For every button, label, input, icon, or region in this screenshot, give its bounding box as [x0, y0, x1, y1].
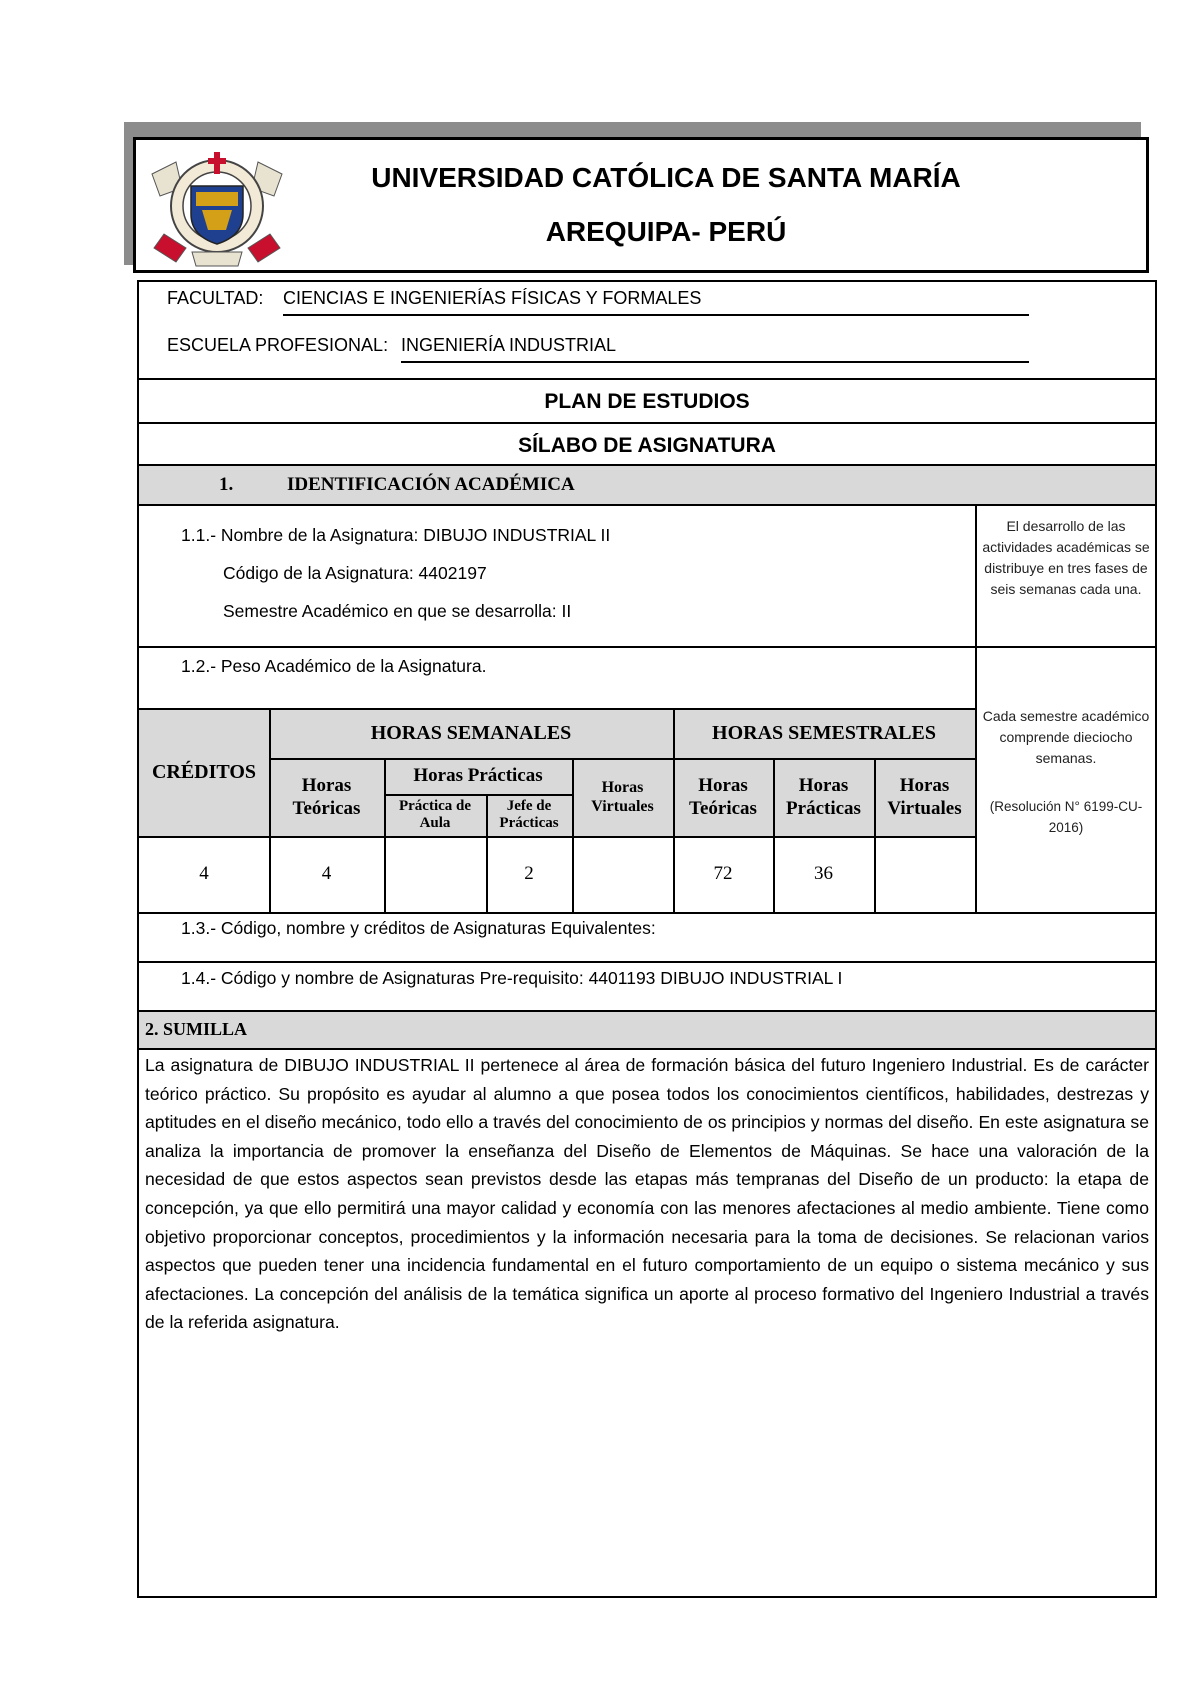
academic-weight-title: 1.2.- Peso Académico de la Asignatura.: [181, 656, 487, 676]
section2-title: 2. SUMILLA: [145, 1019, 248, 1039]
divider: [139, 912, 1155, 914]
subject-semester: Semestre Académico en que se desarrolla: II: [223, 601, 572, 621]
creditos-value: 4: [199, 863, 209, 884]
semester-hours-header: HORAS SEMESTRALES: [712, 721, 936, 744]
university-crest-icon: [146, 144, 288, 272]
university-name: UNIVERSIDAD CATÓLICA DE SANTA MARÍA: [371, 162, 961, 193]
section1-title: IDENTIFICACIÓN ACADÉMICA: [287, 474, 575, 495]
escuela-label: ESCUELA PROFESIONAL:: [167, 335, 389, 355]
semester-theory-value: 72: [713, 863, 733, 884]
semester-practice-value: 36: [814, 863, 833, 884]
sumilla-text: La asignatura de DIBUJO INDUSTRIAL II pertenece al área de formación básica del futuro Ingeniero Industrial. Es de carácter teórico práctico. Su propósito es ayudar al alumno a que posea todos los conocimientos científicos, habilidades, destrezas y aptitudes en el diseño mecánico, todo ello a través del conocimiento de os principios y normas del diseño. En este asignatura se analiza la importancia de promover la enseñanza del Diseño de Elementos de Máquinas. Se hace una valoración de la necesidad de que estos aspectos sean previstos desde las etapas más tempranas del Diseño de un producto: la etapa de concepción, ya que ello permitirá una mayor calidad y economía con las menores afectaciones al medio ambiente. Tiene como objetivo proporcionar conceptos, procedimientos y la información necesaria para la toma de decisiones. Se relacionan varios aspectos que pueden tener una incidencia fundamental en el futuro comportamiento de un equipo o sistema mecánico y sus afectaciones. La concepción del análisis de la temática significa un aporte al proceso formativo del Ingeniero Industrial a través de la referida asignatura.: [145, 1055, 1149, 1333]
prerequisite-subjects: 1.4.- Código y nombre de Asignaturas Pre-requisito: 4401193 DIBUJO INDUSTRIAL I: [181, 968, 843, 988]
university-header: [133, 137, 1149, 273]
subject-code: Código de la Asignatura: 4402197: [223, 563, 487, 583]
divider: [139, 504, 1155, 506]
silabo-title: SÍLABO DE ASIGNATURA: [518, 434, 776, 457]
section2-header: [139, 1012, 1155, 1048]
subject-name: 1.1.- Nombre de la Asignatura: DIBUJO INDUSTRIAL II: [181, 525, 611, 545]
facultad-label: FACULTAD:: [167, 288, 264, 308]
phases-note: El desarrollo de las actividades académicas se distribuye en tres fases de seis semanas cada una.: [982, 518, 1150, 597]
section1-header: [139, 466, 1155, 504]
semester-virtual-value: [874, 836, 975, 912]
plan-title: PLAN DE ESTUDIOS: [544, 390, 750, 413]
divider: [139, 646, 1155, 648]
classroom-practice-header: Práctica de Aula: [398, 798, 472, 831]
divider: [139, 1048, 1155, 1050]
divider: [139, 961, 1155, 963]
semester-virtual-header: Horas Virtuales: [887, 775, 962, 819]
virtual-hours-value: [572, 836, 673, 912]
practice-hours-header: Horas Prácticas: [413, 765, 543, 786]
note-column-divider: [975, 504, 977, 914]
section1-number: 1.: [219, 474, 234, 495]
theory-hours-header: Horas Teóricas: [292, 775, 361, 819]
hours-table: [139, 708, 975, 912]
divider: [139, 378, 1155, 380]
practice-chief-value: 2: [524, 863, 534, 884]
syllabus-frame: [137, 280, 1157, 1598]
equivalent-subjects: 1.3.- Código, nombre y créditos de Asignaturas Equivalentes:: [181, 918, 656, 938]
resolution-note: (Resolución N° 6199-CU-2016): [989, 799, 1143, 835]
escuela-value: INGENIERÍA INDUSTRIAL: [401, 335, 617, 355]
virtual-hours-header: Horas Virtuales: [591, 779, 654, 815]
creditos-header: CRÉDITOS: [151, 760, 257, 783]
semester-practice-header: Horas Prácticas: [786, 775, 861, 819]
classroom-practice-value: [384, 836, 486, 912]
weekly-hours-header: HORAS SEMANALES: [370, 721, 572, 744]
facultad-value: CIENCIAS E INGENIERÍAS FÍSICAS Y FORMALES: [283, 288, 702, 308]
semester-theory-header: Horas Teóricas: [689, 775, 757, 819]
university-location: AREQUIPA- PERÚ: [545, 216, 787, 247]
practice-chief-header: Jefe de Prácticas: [499, 798, 559, 831]
facultad-underline: [283, 314, 1029, 316]
divider: [139, 422, 1155, 424]
theory-hours-value: 4: [321, 863, 332, 884]
escuela-underline: [401, 361, 1029, 363]
semester-weeks-note: Cada semestre académico comprende dieciocho semanas.: [982, 708, 1150, 766]
